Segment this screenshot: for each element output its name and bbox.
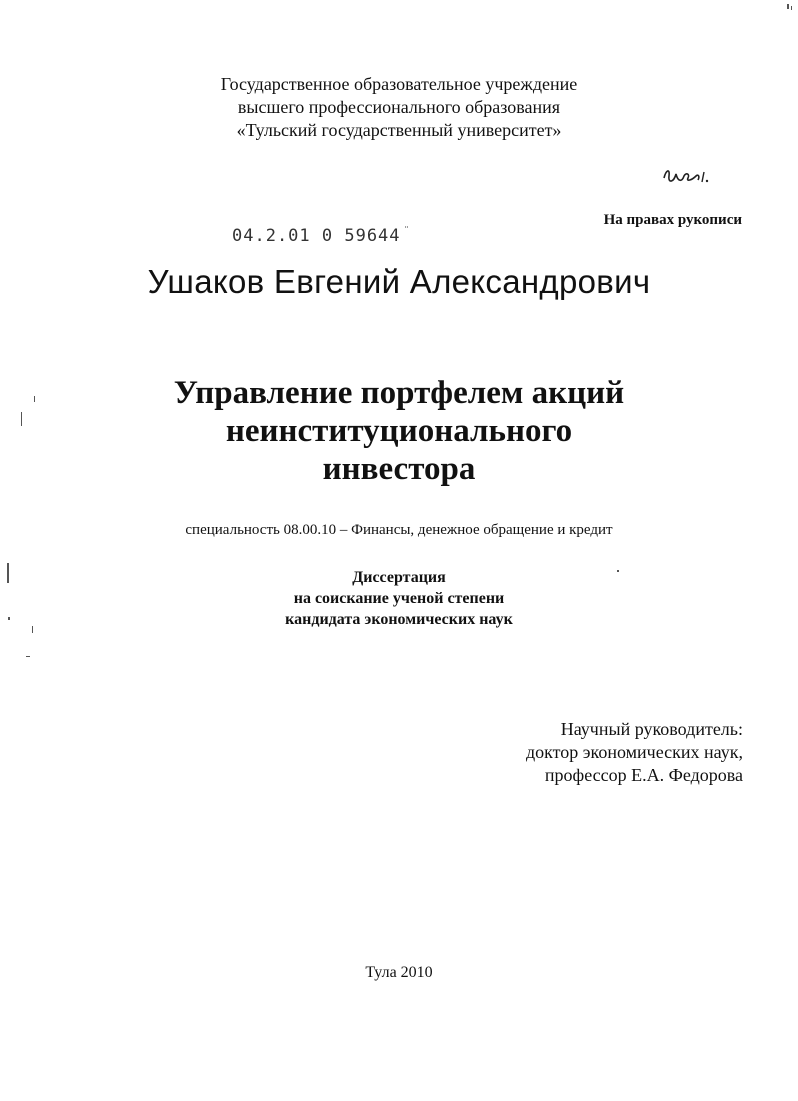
supervisor-block bbox=[526, 718, 743, 787]
scan-speck bbox=[791, 6, 792, 10]
dissertation-title bbox=[0, 374, 798, 488]
degree-line-1: Диссертация bbox=[352, 569, 446, 586]
supervisor-line-2: доктор экономических наук, bbox=[526, 742, 743, 762]
scan-speck bbox=[21, 412, 22, 426]
specialty-line: специальность 08.00.10 – Финансы, денежное обращение и кредит bbox=[185, 522, 613, 538]
supervisor-line-1: Научный руководитель: bbox=[560, 719, 743, 739]
institution-line-3: «Тульский государственный университет» bbox=[236, 120, 562, 140]
degree-line-3: кандидата экономических наук bbox=[285, 611, 513, 628]
scan-speck bbox=[26, 656, 30, 657]
title-line-1: Управление портфелем акций bbox=[173, 375, 625, 411]
degree-block bbox=[0, 567, 798, 630]
archive-stamp-number bbox=[232, 226, 411, 246]
scan-speck bbox=[787, 4, 789, 9]
scan-speck bbox=[32, 626, 33, 633]
scan-speck bbox=[34, 396, 35, 402]
stamp-mark-icon: ¨ bbox=[403, 226, 411, 237]
title-line-2: неинституционального bbox=[225, 413, 573, 449]
institution-header bbox=[0, 73, 798, 142]
archive-number-text: 04.2.01 0 59644 bbox=[232, 226, 401, 246]
institution-line-2: высшего профессионального образования bbox=[237, 97, 561, 117]
rights-note: На правах рукописи bbox=[603, 212, 742, 228]
city-year: Тула 2010 bbox=[365, 964, 433, 981]
supervisor-line-3: профессор Е.А. Федорова bbox=[544, 765, 743, 785]
scan-speck bbox=[617, 570, 619, 572]
degree-line-2: на соискание ученой степени bbox=[293, 590, 505, 607]
institution-line-1: Государственное образовательное учреждение bbox=[220, 74, 578, 94]
author-name: Ушаков Евгений Александрович bbox=[147, 263, 651, 300]
scan-speck bbox=[8, 617, 10, 620]
title-line-3: инвестора bbox=[322, 451, 476, 487]
handwritten-signature bbox=[660, 162, 720, 192]
scan-speck bbox=[7, 563, 9, 583]
